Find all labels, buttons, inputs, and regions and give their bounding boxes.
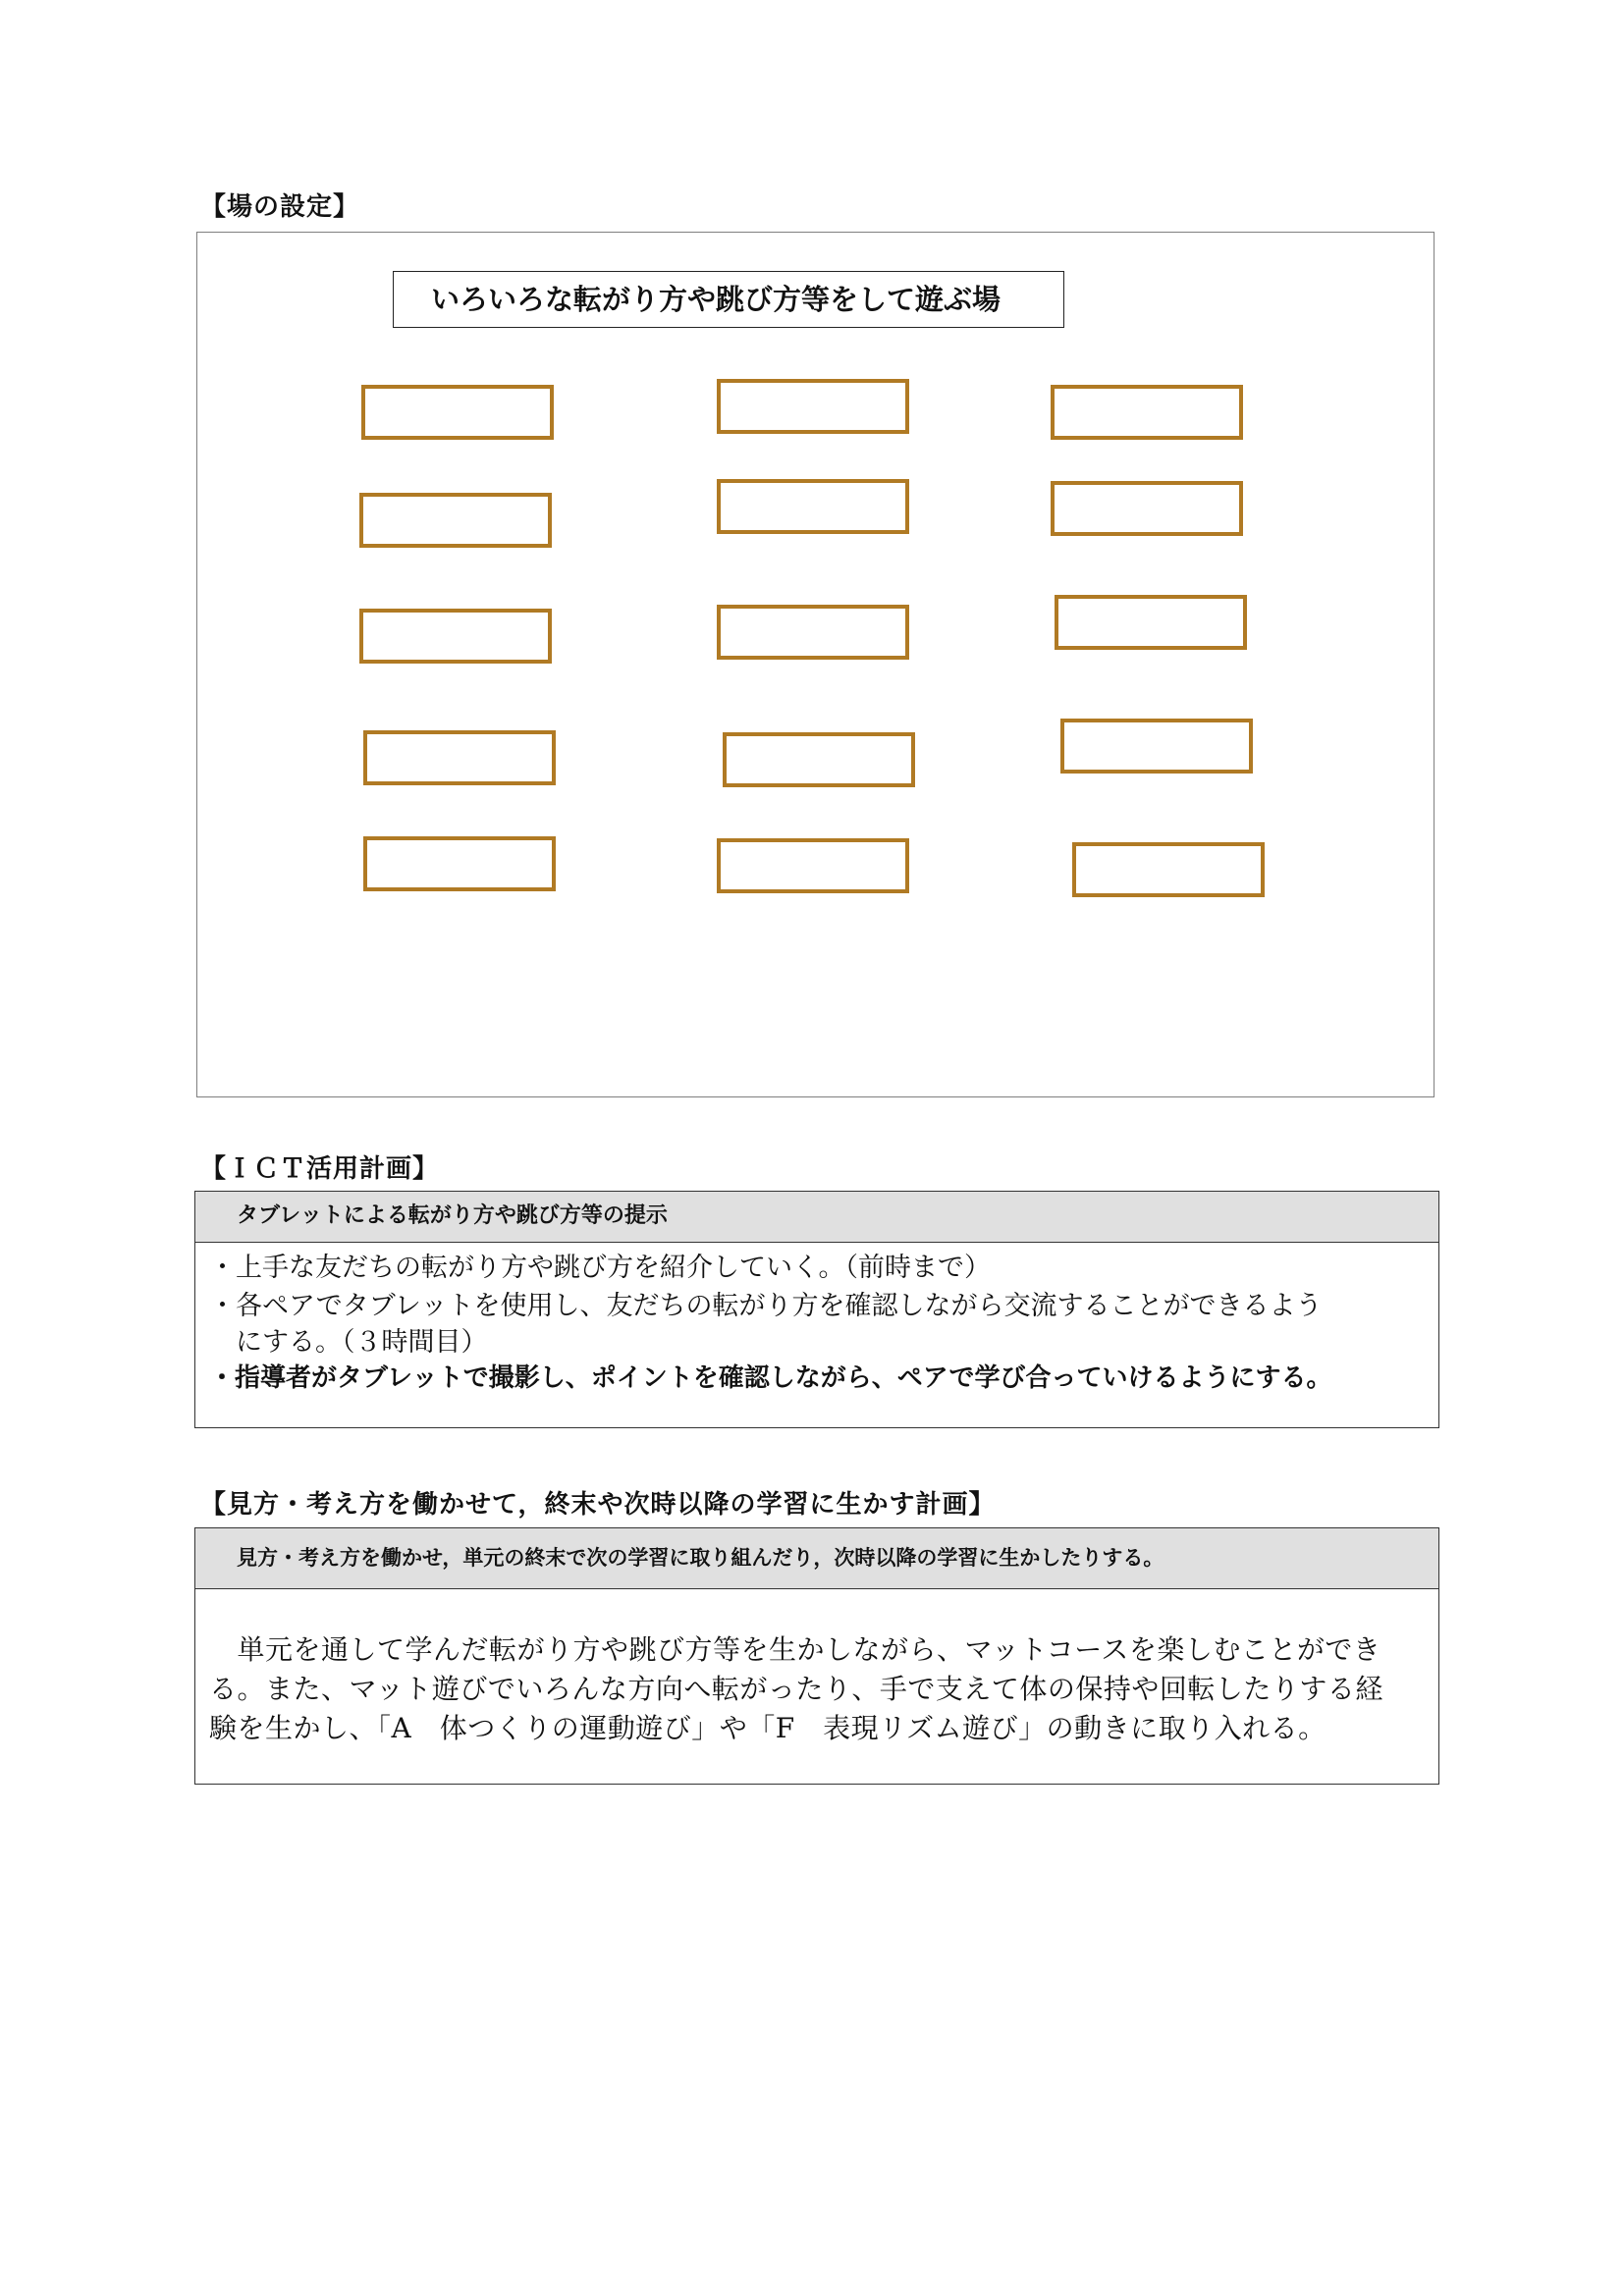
perspective-plan-box bbox=[194, 1527, 1439, 1785]
mat-rect bbox=[717, 379, 909, 434]
mat-rect bbox=[717, 838, 909, 893]
perspective-plan-line: る。また、マット遊びでいろんな方向へ転がったり、手で支えて体の保持や回転したりする経 bbox=[209, 1673, 1383, 1705]
field-diagram-frame bbox=[196, 232, 1435, 1097]
ict-plan-item: にする。（３時間目） bbox=[209, 1327, 488, 1358]
perspective-plan-box-title: 見方・考え方を働かせ，単元の終末で次の学習に取り組んだり，次時以降の学習に生かしたりする。 bbox=[195, 1528, 1438, 1589]
ict-plan-item: ・指導者がタブレットで撮影し、ポイントを確認しながら、ペアで学び合っていけるようにする。 bbox=[209, 1363, 1332, 1393]
field-area-title: いろいろな転がり方や跳び方等をして遊ぶ場 bbox=[393, 271, 1064, 328]
mat-rect bbox=[359, 493, 552, 548]
mat-rect bbox=[1072, 842, 1265, 897]
mat-rect bbox=[359, 609, 552, 664]
ict-plan-heading: 【ＩＣＴ活用計画】 bbox=[200, 1154, 440, 1184]
mat-rect bbox=[1060, 719, 1253, 774]
ict-plan-item: ・各ペアでタブレットを使用し、友だちの転がり方を確認しながら交流することができるよう bbox=[209, 1291, 1323, 1321]
mat-rect bbox=[1051, 481, 1243, 536]
mat-rect bbox=[1055, 595, 1247, 650]
field-setup-heading: 【場の設定】 bbox=[200, 192, 360, 222]
mat-rect bbox=[723, 732, 915, 787]
ict-plan-box-title: タブレットによる転がり方や跳び方等の提示 bbox=[195, 1192, 1438, 1243]
mat-rect bbox=[717, 479, 909, 534]
perspective-plan-line: 単元を通して学んだ転がり方や跳び方等を生かしながら、マットコースを楽しむことができ bbox=[209, 1633, 1381, 1666]
ict-plan-box bbox=[194, 1191, 1439, 1428]
mat-rect bbox=[363, 730, 556, 785]
ict-plan-item: ・上手な友だちの転がり方や跳び方を紹介していく。（前時まで） bbox=[209, 1253, 991, 1283]
perspective-plan-heading: 【見方・考え方を働かせて，終末や次時以降の学習に生かす計画】 bbox=[200, 1490, 996, 1520]
mat-rect bbox=[717, 605, 909, 660]
mat-rect bbox=[1051, 385, 1243, 440]
mat-rect bbox=[361, 385, 554, 440]
mat-rect bbox=[363, 836, 556, 891]
perspective-plan-line: 験を生かし、「A 体つくりの運動遊び」や「F 表現リズム遊び」の動きに取り入れる。 bbox=[209, 1712, 1326, 1744]
